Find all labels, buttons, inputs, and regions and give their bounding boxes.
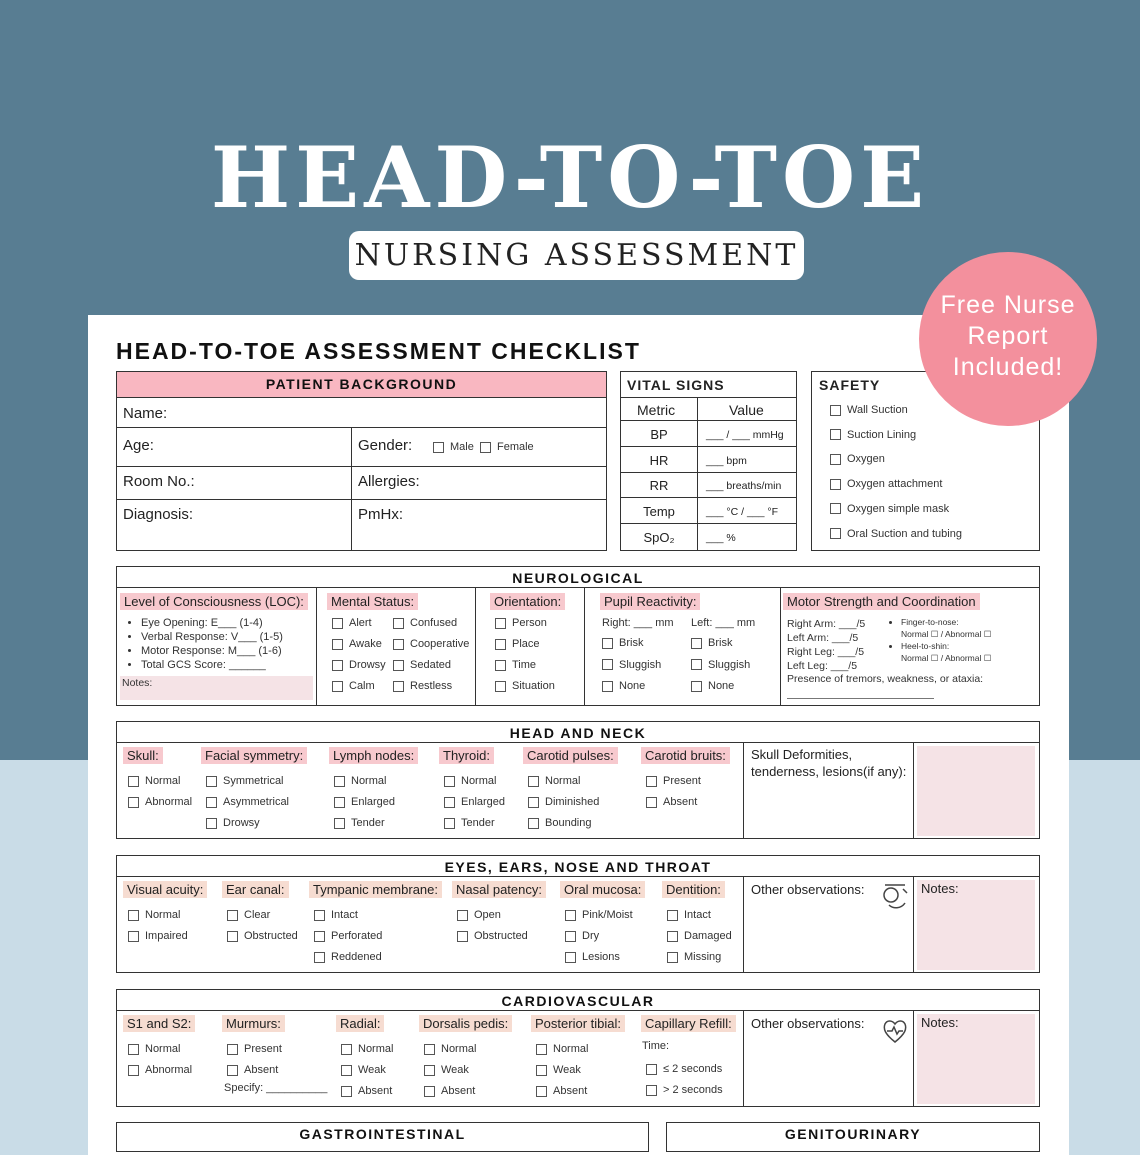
head-neck-skull-label: Skull: xyxy=(123,747,163,764)
cardiovascular-section xyxy=(116,989,1040,1107)
pupil-left-none-checkbox[interactable]: None xyxy=(691,680,734,692)
head-and-neck-section xyxy=(116,721,1040,839)
eent-dentition-label: Dentition: xyxy=(662,881,725,898)
gender-male-checkbox[interactable]: Male xyxy=(433,441,474,453)
safety-oral-suction-and-tubing-checkbox[interactable]: Oral Suction and tubing xyxy=(830,528,962,540)
head-and-neck-header: HEAD AND NECK xyxy=(509,725,647,741)
eent-nasal-patency-open-checkbox[interactable]: Open xyxy=(457,909,501,921)
limb-strength-list: Right Arm: ___/5 Left Arm: ___/5 Right Leg: ___/5 Left Leg: ___/5 xyxy=(787,618,866,672)
head-neck-lymph-nodes-enlarged-checkbox[interactable]: Enlarged xyxy=(334,796,395,808)
cardio-capillary-refill-2-seconds-checkbox[interactable]: > 2 seconds xyxy=(646,1084,723,1096)
eent-oral-mucosa-label: Oral mucosa: xyxy=(560,881,645,898)
cardio-s1-and-s2-normal-checkbox[interactable]: Normal xyxy=(128,1043,180,1055)
head-neck-thyroid-label: Thyroid: xyxy=(439,747,494,764)
tremor-field[interactable]: Presence of tremors, weakness, or ataxia: xyxy=(787,673,984,685)
pupil-right-sluggish-checkbox[interactable]: Sluggish xyxy=(602,659,661,671)
eent-tympanic-membrane-intact-checkbox[interactable]: Intact xyxy=(314,909,358,921)
head-neck-carotid-pulses-label: Carotid pulses: xyxy=(523,747,618,764)
heart-check-icon xyxy=(879,1015,911,1047)
cardio-murmurs-present-checkbox[interactable]: Present xyxy=(227,1043,282,1055)
capillary-time-label: Time: xyxy=(642,1040,670,1052)
vital-metric-rr: RR xyxy=(649,478,669,493)
skull-deformities-field[interactable]: Skull Deformities, tenderness, lesions(if any): xyxy=(751,747,907,779)
vital-metric-hr: HR xyxy=(649,453,669,468)
cardio-radial-label: Radial: xyxy=(336,1015,384,1032)
neurological-header: NEUROLOGICAL xyxy=(512,570,644,586)
cardio-posterior-tibial-weak-checkbox[interactable]: Weak xyxy=(536,1064,581,1076)
head-neck-facial-symmetry-label: Facial symmetry: xyxy=(201,747,307,764)
cardio-radial-weak-checkbox[interactable]: Weak xyxy=(341,1064,386,1076)
gastrointestinal-section xyxy=(116,1122,649,1152)
eent-ear-canal-obstructed-checkbox[interactable]: Obstructed xyxy=(227,930,298,942)
cardio-posterior-tibial-absent-checkbox[interactable]: Absent xyxy=(536,1085,587,1097)
eent-tympanic-membrane-label: Tympanic membrane: xyxy=(309,881,442,898)
cardio-notes-label: Notes: xyxy=(921,1015,959,1030)
room-field[interactable]: Room No.: xyxy=(123,473,195,490)
head-neck-carotid-bruits-absent-checkbox[interactable]: Absent xyxy=(646,796,697,808)
eent-visual-acuity-impaired-checkbox[interactable]: Impaired xyxy=(128,930,188,942)
head-neck-carotid-pulses-normal-checkbox[interactable]: Normal xyxy=(528,775,580,787)
neurological-section xyxy=(116,566,1040,706)
cardio-capillary-refill-label: Capillary Refill: xyxy=(641,1015,736,1032)
gastrointestinal-header: GASTROINTESTINAL xyxy=(299,1126,466,1142)
gender-label: Gender: xyxy=(358,437,413,454)
banner-title: HEAD-TO-TOE xyxy=(210,128,930,227)
mental-sedated-checkbox[interactable]: Sedated xyxy=(393,659,451,671)
allergies-field[interactable]: Allergies: xyxy=(358,473,420,490)
eent-oral-mucosa-lesions-checkbox[interactable]: Lesions xyxy=(565,951,620,963)
pupil-reactivity-label: Pupil Reactivity: xyxy=(600,593,700,610)
coordination-tests: • Finger-to-nose: Normal ☐ / Abnormal ☐ • Heel-to-shin: Normal ☐ / Abnormal ☐ xyxy=(887,616,991,664)
loc-notes-box[interactable]: Notes: xyxy=(120,676,313,700)
cardio-other-observations[interactable]: Other observations: xyxy=(751,1016,865,1031)
cardio-murmurs-absent-checkbox[interactable]: Absent xyxy=(227,1064,278,1076)
eent-ear-canal-clear-checkbox[interactable]: Clear xyxy=(227,909,270,921)
ear-nose-throat-icon xyxy=(879,881,911,913)
vital-signs-header: VITAL SIGNS xyxy=(627,377,725,393)
patient-background-header: PATIENT BACKGROUND xyxy=(265,376,458,392)
mental-status-label: Mental Status: xyxy=(327,593,418,610)
cardio-posterior-tibial-label: Posterior tibial: xyxy=(531,1015,625,1032)
eent-dentition-damaged-checkbox[interactable]: Damaged xyxy=(667,930,732,942)
vital-metric-temp: Temp xyxy=(643,504,675,519)
cardio-radial-absent-checkbox[interactable]: Absent xyxy=(341,1085,392,1097)
head-neck-lymph-nodes-label: Lymph nodes: xyxy=(329,747,418,764)
eent-visual-acuity-normal-checkbox[interactable]: Normal xyxy=(128,909,180,921)
free-report-badge: Free Nurse Report Included! xyxy=(919,252,1097,426)
eent-tympanic-membrane-reddened-checkbox[interactable]: Reddened xyxy=(314,951,382,963)
cardio-dorsalis-pedis-weak-checkbox[interactable]: Weak xyxy=(424,1064,469,1076)
patient-background-section xyxy=(116,371,607,551)
document-title: HEAD-TO-TOE ASSESSMENT CHECKLIST xyxy=(116,338,641,364)
head-neck-lymph-nodes-tender-checkbox[interactable]: Tender xyxy=(334,817,385,829)
eent-section xyxy=(116,855,1040,973)
head-neck-skull-normal-checkbox[interactable]: Normal xyxy=(128,775,180,787)
head-neck-facial-symmetry-asymmetrical-checkbox[interactable]: Asymmetrical xyxy=(206,796,289,808)
pupil-left-brisk-checkbox[interactable]: Brisk xyxy=(691,637,732,649)
mental-drowsy-checkbox[interactable]: Drowsy xyxy=(332,659,386,671)
age-field[interactable]: Age: xyxy=(123,437,154,454)
loc-label: Level of Consciousness (LOC): xyxy=(120,593,308,610)
cardio-s1-and-s2-label: S1 and S2: xyxy=(123,1015,195,1032)
vital-signs-section xyxy=(620,371,797,551)
eent-visual-acuity-label: Visual acuity: xyxy=(123,881,207,898)
orientation-place-checkbox[interactable]: Place xyxy=(495,638,540,650)
eent-oral-mucosa-pink-moist-checkbox[interactable]: Pink/Moist xyxy=(565,909,633,921)
value-column-header: Value xyxy=(729,402,764,418)
mental-confused-checkbox[interactable]: Confused xyxy=(393,617,457,629)
eent-dentition-missing-checkbox[interactable]: Missing xyxy=(667,951,721,963)
cardio-s1-and-s2-abnormal-checkbox[interactable]: Abnormal xyxy=(128,1064,192,1076)
orientation-label: Orientation: xyxy=(490,593,565,610)
safety-oxygen-simple-mask-checkbox[interactable]: Oxygen simple mask xyxy=(830,503,949,515)
mental-calm-checkbox[interactable]: Calm xyxy=(332,680,375,692)
eent-notes-label: Notes: xyxy=(921,881,959,896)
vital-value-temp[interactable]: ___ °C / ___ °F xyxy=(706,506,779,518)
pupil-left-sluggish-checkbox[interactable]: Sluggish xyxy=(691,659,750,671)
head-neck-carotid-pulses-bounding-checkbox[interactable]: Bounding xyxy=(528,817,592,829)
eent-header: EYES, EARS, NOSE AND THROAT xyxy=(444,859,712,875)
head-neck-facial-symmetry-drowsy-checkbox[interactable]: Drowsy xyxy=(206,817,260,829)
vital-metric-spo: SpO₂ xyxy=(643,530,675,545)
head-neck-notes-box[interactable] xyxy=(917,746,1035,836)
murmur-specify-field[interactable]: Specify: __________ xyxy=(224,1082,328,1094)
mental-cooperative-checkbox[interactable]: Cooperative xyxy=(393,638,469,650)
safety-suction-lining-checkbox[interactable]: Suction Lining xyxy=(830,429,916,441)
head-neck-thyroid-enlarged-checkbox[interactable]: Enlarged xyxy=(444,796,505,808)
cardio-radial-normal-checkbox[interactable]: Normal xyxy=(341,1043,393,1055)
eent-nasal-patency-label: Nasal patency: xyxy=(452,881,546,898)
cardio-murmurs-label: Murmurs: xyxy=(222,1015,285,1032)
vital-value-bp[interactable]: ___ / ___ mmHg xyxy=(706,429,784,441)
mental-awake-checkbox[interactable]: Awake xyxy=(332,638,382,650)
eent-tympanic-membrane-perforated-checkbox[interactable]: Perforated xyxy=(314,930,382,942)
head-neck-carotid-pulses-diminished-checkbox[interactable]: Diminished xyxy=(528,796,599,808)
mental-restless-checkbox[interactable]: Restless xyxy=(393,680,452,692)
orientation-situation-checkbox[interactable]: Situation xyxy=(495,680,555,692)
mental-alert-checkbox[interactable]: Alert xyxy=(332,617,372,629)
vital-value-spo[interactable]: ___ % xyxy=(706,532,736,544)
cardiovascular-header: CARDIOVASCULAR xyxy=(501,993,655,1009)
cardio-posterior-tibial-normal-checkbox[interactable]: Normal xyxy=(536,1043,588,1055)
eent-ear-canal-label: Ear canal: xyxy=(222,881,289,898)
cardio-dorsalis-pedis-normal-checkbox[interactable]: Normal xyxy=(424,1043,476,1055)
cardio-dorsalis-pedis-absent-checkbox[interactable]: Absent xyxy=(424,1085,475,1097)
vital-value-rr[interactable]: ___ breaths/min xyxy=(706,480,782,492)
genitourinary-section xyxy=(666,1122,1040,1152)
gcs-list: • Eye Opening: E___ (1-4) • Verbal Response: V___ (1-5) • Motor Response: M___ (1-6) • Total GCS Score: ______ xyxy=(127,616,283,672)
safety-oxygen-attachment-checkbox[interactable]: Oxygen attachment xyxy=(830,478,942,490)
name-field[interactable]: Name: xyxy=(123,405,168,422)
orientation-time-checkbox[interactable]: Time xyxy=(495,659,536,671)
metric-column-header: Metric xyxy=(637,402,676,418)
head-neck-facial-symmetry-symmetrical-checkbox[interactable]: Symmetrical xyxy=(206,775,284,787)
banner-subtitle: NURSING ASSESSMENT xyxy=(349,231,804,280)
motor-strength-label: Motor Strength and Coordination xyxy=(783,593,980,610)
head-neck-thyroid-normal-checkbox[interactable]: Normal xyxy=(444,775,496,787)
pupil-left-size[interactable]: Left: ___ mm xyxy=(691,617,756,629)
pmhx-field[interactable]: PmHx: xyxy=(358,506,403,523)
safety-header: SAFETY xyxy=(819,377,881,393)
vital-metric-bp: BP xyxy=(650,427,668,442)
head-neck-carotid-bruits-label: Carotid bruits: xyxy=(641,747,730,764)
gender-female-checkbox[interactable]: Female xyxy=(480,441,534,453)
head-neck-skull-abnormal-checkbox[interactable]: Abnormal xyxy=(128,796,192,808)
eent-nasal-patency-obstructed-checkbox[interactable]: Obstructed xyxy=(457,930,528,942)
head-neck-thyroid-tender-checkbox[interactable]: Tender xyxy=(444,817,495,829)
genitourinary-header: GENITOURINARY xyxy=(784,1126,922,1142)
pupil-right-brisk-checkbox[interactable]: Brisk xyxy=(602,637,643,649)
pupil-right-size[interactable]: Right: ___ mm xyxy=(602,617,674,629)
eent-other-observations[interactable]: Other observations: xyxy=(751,882,865,897)
eent-dentition-intact-checkbox[interactable]: Intact xyxy=(667,909,711,921)
safety-wall-suction-checkbox[interactable]: Wall Suction xyxy=(830,404,908,416)
head-neck-lymph-nodes-normal-checkbox[interactable]: Normal xyxy=(334,775,386,787)
safety-oxygen-checkbox[interactable]: Oxygen xyxy=(830,453,885,465)
vital-value-hr[interactable]: ___ bpm xyxy=(706,455,747,467)
orientation-person-checkbox[interactable]: Person xyxy=(495,617,547,629)
cardio-dorsalis-pedis-label: Dorsalis pedis: xyxy=(419,1015,512,1032)
head-neck-carotid-bruits-present-checkbox[interactable]: Present xyxy=(646,775,701,787)
eent-oral-mucosa-dry-checkbox[interactable]: Dry xyxy=(565,930,599,942)
pupil-right-none-checkbox[interactable]: None xyxy=(602,680,645,692)
cardio-capillary-refill-2-seconds-checkbox[interactable]: ≤ 2 seconds xyxy=(646,1063,722,1075)
diagnosis-field[interactable]: Diagnosis: xyxy=(123,506,194,523)
